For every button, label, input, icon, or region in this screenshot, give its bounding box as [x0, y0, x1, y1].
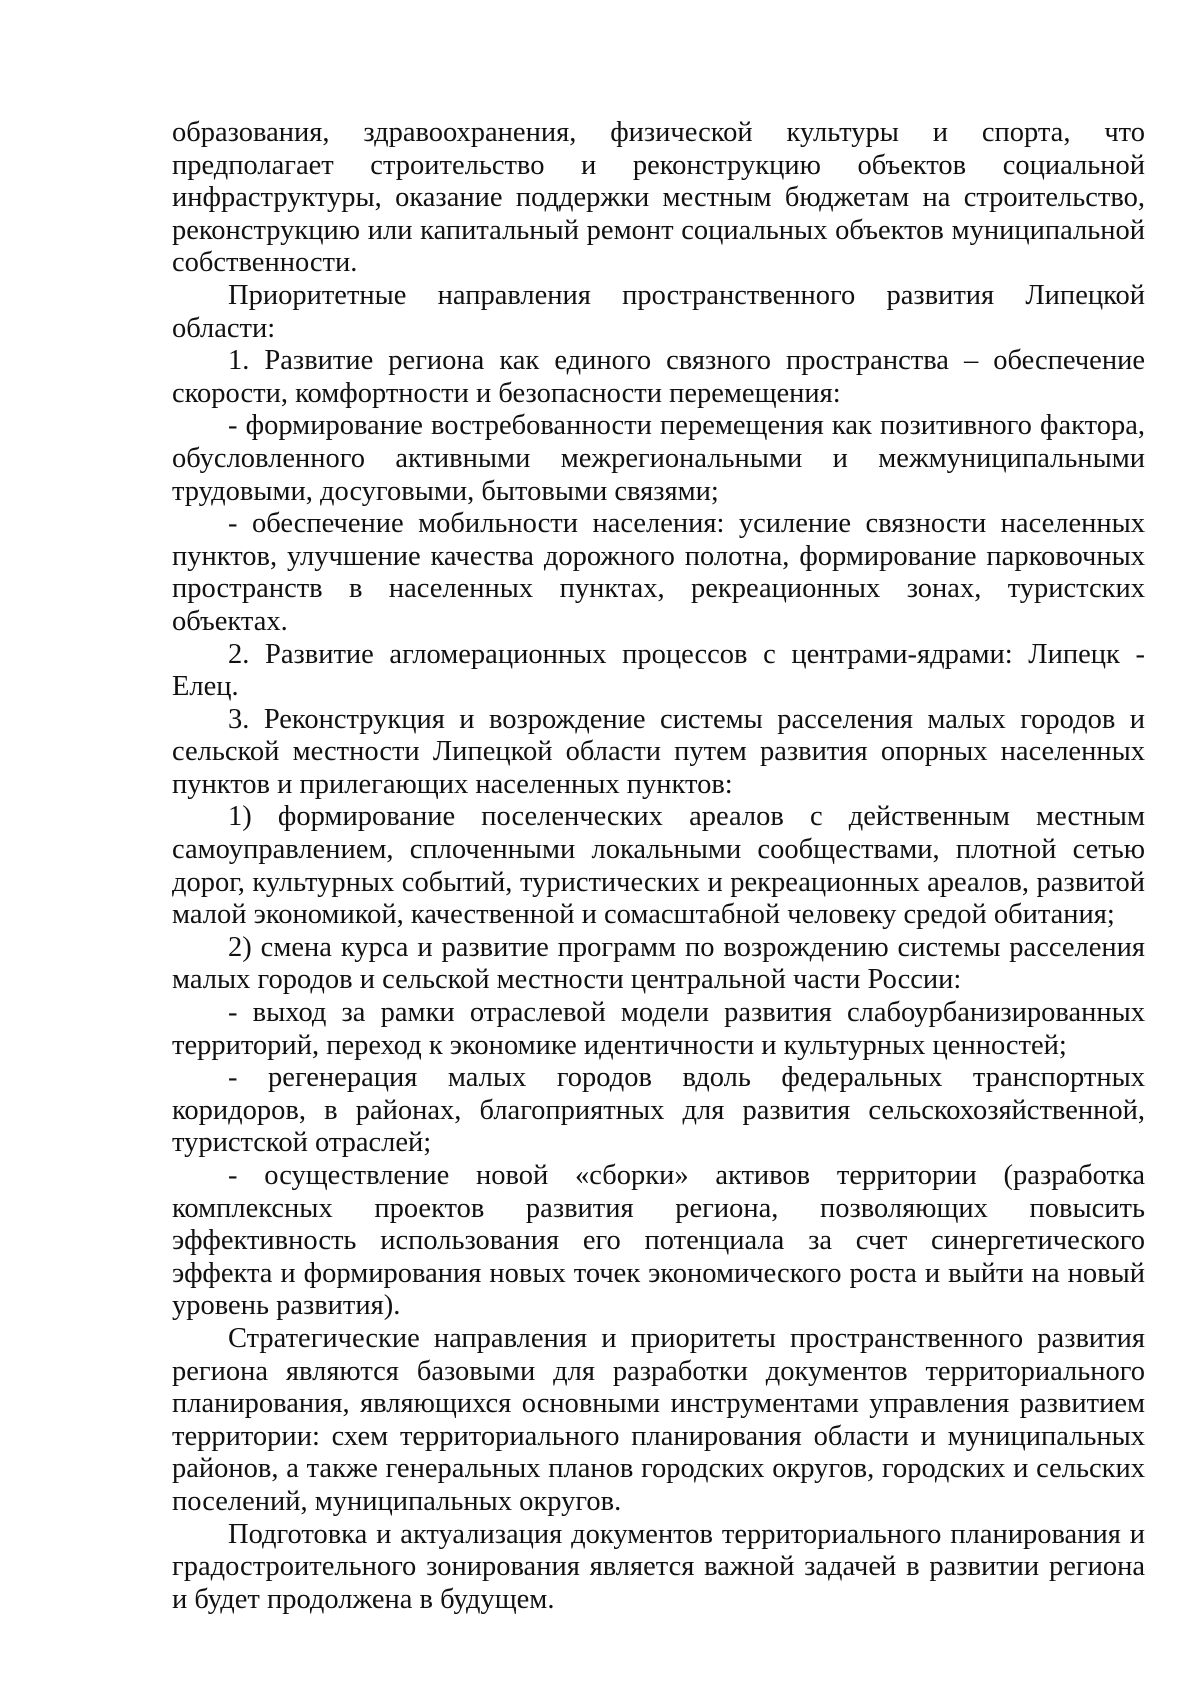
paragraph-item-2-agglomeration: 2. Развитие агломерационных процессов с центрами-ядрами: Липецк - Елец. — [172, 638, 1145, 703]
paragraph-bullet-population-mobility: - обеспечение мобильности населения: усиление связности населенных пунктов, улучшение качества дорожного полотна, формирование парковочных пространств в населенных пунктах, рекреационных зонах, туристских объектах. — [172, 508, 1145, 637]
paragraph-bullet-assets-assembly: - осуществление новой «сборки» активов территории (разработка комплексных проектов развития региона, позволяющих повысить эффективность использования его потенциала за счет синергетического эффекта и формирования новых точек экономического роста и выйти на новый уровень развития). — [172, 1160, 1145, 1322]
paragraph-bullet-small-towns-regeneration: - регенерация малых городов вдоль федеральных транспортных коридоров, в районах, благоприятных для развития сельскохозяйственной, туристской отраслей; — [172, 1062, 1145, 1159]
paragraph-strategic-directions: Стратегические направления и приоритеты пространственного развития региона являются базовыми для разработки документов территориального планирования, являющихся основными инструментами управления развитием территории: схем территориального планирования области и муниципальных районов, а также генеральных планов городских округов, городских и сельских поселений, муниципальных округов. — [172, 1322, 1145, 1517]
paragraph-item-3-settlement-system: 3. Реконструкция и возрождение системы расселения малых городов и сельской местности Липецкой области путем развития опорных населенных пунктов и прилегающих населенных пунктов: — [172, 703, 1145, 800]
paragraph-bullet-mobility-demand: - формирование востребованности перемещения как позитивного фактора, обусловленного активными межрегиональными и межмуниципальными трудовыми, досуговыми, бытовыми связями; — [172, 410, 1145, 507]
paragraph-subitem-1-settlement-areas: 1) формирование поселенческих ареалов с действенным местным самоуправлением, сплоченными локальными сообществами, плотной сетью дорог, культурных событий, туристических и рекреационных ареалов, развитой малой экономикой, качественной и сомасштабной человеку средой обитания; — [172, 801, 1145, 931]
paragraph-item-1-connected-space: 1. Развитие региона как единого связного пространства – обеспечение скорости, комфортности и безопасности перемещения: — [172, 345, 1145, 409]
paragraph-bullet-sector-model: - выход за рамки отраслевой модели развития слабоурбанизированных территорий, переход к экономике идентичности и культурных ценностей; — [172, 997, 1145, 1061]
paragraph-planning-documents: Подготовка и актуализация документов территориального планирования и градостроительного зонирования является важной задачей в развитии региона и будет продолжена в будущем. — [172, 1518, 1145, 1615]
paragraph-continuation-social-infrastructure: образования, здравоохранения, физической культуры и спорта, что предполагает строительство и реконструкцию объектов социальной инфраструктуры, оказание поддержки местным бюджетам на строительство, реконструкцию или капитальный ремонт социальных объектов муниципальной собственности. — [172, 117, 1145, 279]
document-page — [172, 117, 1145, 1616]
paragraph-priority-directions-heading: Приоритетные направления пространственного развития Липецкой области: — [172, 279, 1145, 344]
paragraph-subitem-2-course-change: 2) смена курса и развитие программ по возрождению системы расселения малых городов и сельской местности центральной части России: — [172, 931, 1145, 996]
